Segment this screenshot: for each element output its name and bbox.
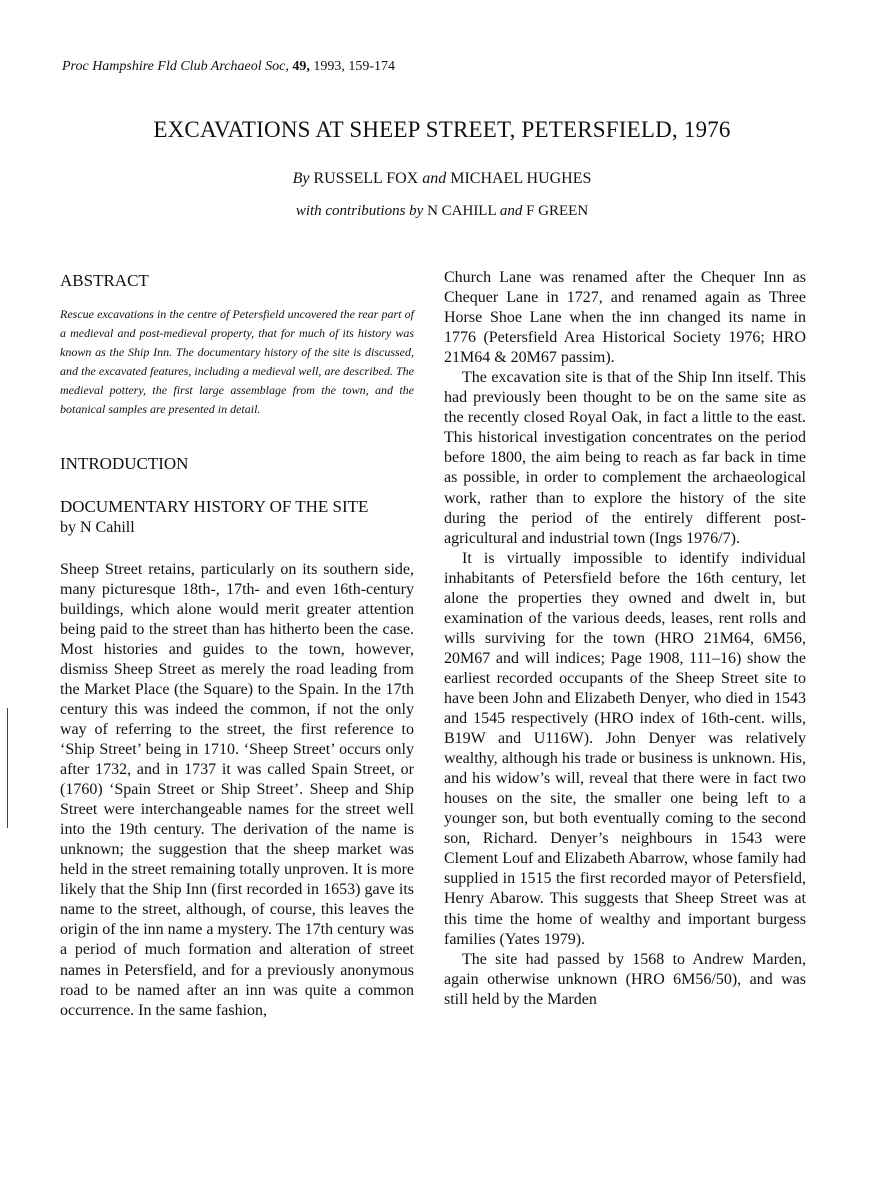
paper-title: EXCAVATIONS AT SHEEP STREET, PETERSFIELD, 1976 <box>153 117 731 142</box>
right-column <box>444 268 806 1010</box>
contributor-name-2: F GREEN <box>526 203 589 219</box>
body-paragraph-right-4: The site had passed by 1568 to Andrew Marden, again otherwise unknown (HRO 6M56/50), and was still held by the Marden <box>444 950 806 1008</box>
author-line <box>0 168 884 190</box>
citation-pages: 1993, 159-174 <box>313 59 395 74</box>
introduction-heading: INTRODUCTION <box>60 453 189 473</box>
section-byline: by N Cahill <box>60 518 135 536</box>
contributor-name-1: N CAHILL <box>427 203 497 219</box>
body-paragraph-left: Sheep Street retains, particularly on its southern side, many picturesque 18th-, 17th- and even 16th-century buildings, which alone would merit greater attention being paid to the street than has hitherto been the case. Most histories and guides to the town, however, dismiss Sheep Street as merely the road leading from the Market Place (the Square) to the Spain. In the 17th century this was indeed the common, if not the only way of referring to the street, the first reference to ‘Ship Street’ being in 1710. ‘Sheep Street’ occurs only after 1732, and in 1737 it was called Spain Street, or (1760) ‘Spain Street or Ship Street’. Sheep and Ship Street were interchangeable names for the street well into the 19th century. The derivation of the name is unknown; the suggestion that the sheep market was held in the street remaining totally unproven. It is more likely that the Ship Inn (first recorded in 1653) gave its name to the street, although, of course, this leaves the origin of the inn name a mystery. The 17th century was a period of much formation and alteration of street names in Petersfield, and for a previously anonymous road to be named after an inn was quite a common occurrence. In the same fashion, <box>60 560 414 1019</box>
citation-volume: 49, <box>292 59 310 74</box>
contributor-line <box>0 200 884 222</box>
abstract-heading: ABSTRACT <box>60 271 149 290</box>
author-name-1: RUSSELL FOX <box>313 170 419 187</box>
body-paragraph-right-3: It is virtually impossible to identify individual inhabitants of Petersfield before the 16th century, let alone the properties they owned and dwelt in, but examination of the various deeds, leases, rent rolls and wills surviving for the town (HRO 21M64, 6M56, 20M67 and will indices; Page 1908, 111–16) show the earliest recorded occupants of the Sheep Street site to have been John and Elizabeth Denyer, who died in 1543 and 1545 respectively (HRO index of 16th-cent. wills, B19W and U116W). John Denyer was relatively wealthy, although his trade or business is unknown. His, and his widow’s will, reveal that there were in fact two houses on the site, the smaller one being left to a younger son, but both eventually coming to the second son, Richard. Denyer’s neighbours in 1543 were Clement Louf and Elizabeth Abarrow, whose family had supplied in 1515 the first recorded mayor of Petersfield, Henry Abarow. This suggests that Sheep Street was at this time the home of wealthy and important burgess families (Yates 1979). <box>444 549 806 948</box>
abstract-text: Rescue excavations in the centre of Petersfield uncovered the rear part of a medieval and post-medieval property, that for much of its history was known as the Ship Inn. The documentary history of the site is discussed, and the excavated features, including a medieval well, are described. The medieval pottery, the first large assemblage from the town, and the botanical samples are presented in detail. <box>60 307 414 417</box>
margin-mark <box>7 708 8 828</box>
journal-citation <box>62 58 662 76</box>
left-column <box>60 268 414 1021</box>
and-word: and <box>422 170 447 187</box>
by-word: By <box>292 170 310 187</box>
documentary-history-heading <box>60 497 414 538</box>
author-name-2: MICHAEL HUGHES <box>450 170 592 187</box>
documentary-history-title: DOCUMENTARY HISTORY OF THE SITE <box>60 496 369 516</box>
body-paragraph-right-1: Church Lane was renamed after the Chequer Inn as Chequer Lane in 1727, and renamed again as Three Horse Shoe Lane when the inn changed its name in 1776 (Petersfield Area Historical Society 1976; HRO 21M64 & 20M67 passim). <box>444 269 806 367</box>
body-paragraph-right-2: The excavation site is that of the Ship Inn itself. This had previously been thought to be on the same site as the recently closed Royal Oak, in fact a little to the east. This historical investigation concentrates on the period before 1800, the aim being to reach as far back in time as possible, in order to complement the archaeological work, rather than to explore the history of the site during the period of the entirely different post-agricultural and industrial town (Ings 1976/7). <box>444 369 806 547</box>
contributions-prefix: with contributions by <box>295 203 424 219</box>
citation-journal: Proc Hampshire Fld Club Archaeol Soc, <box>62 59 289 74</box>
contributor-and-word: and <box>499 203 523 219</box>
